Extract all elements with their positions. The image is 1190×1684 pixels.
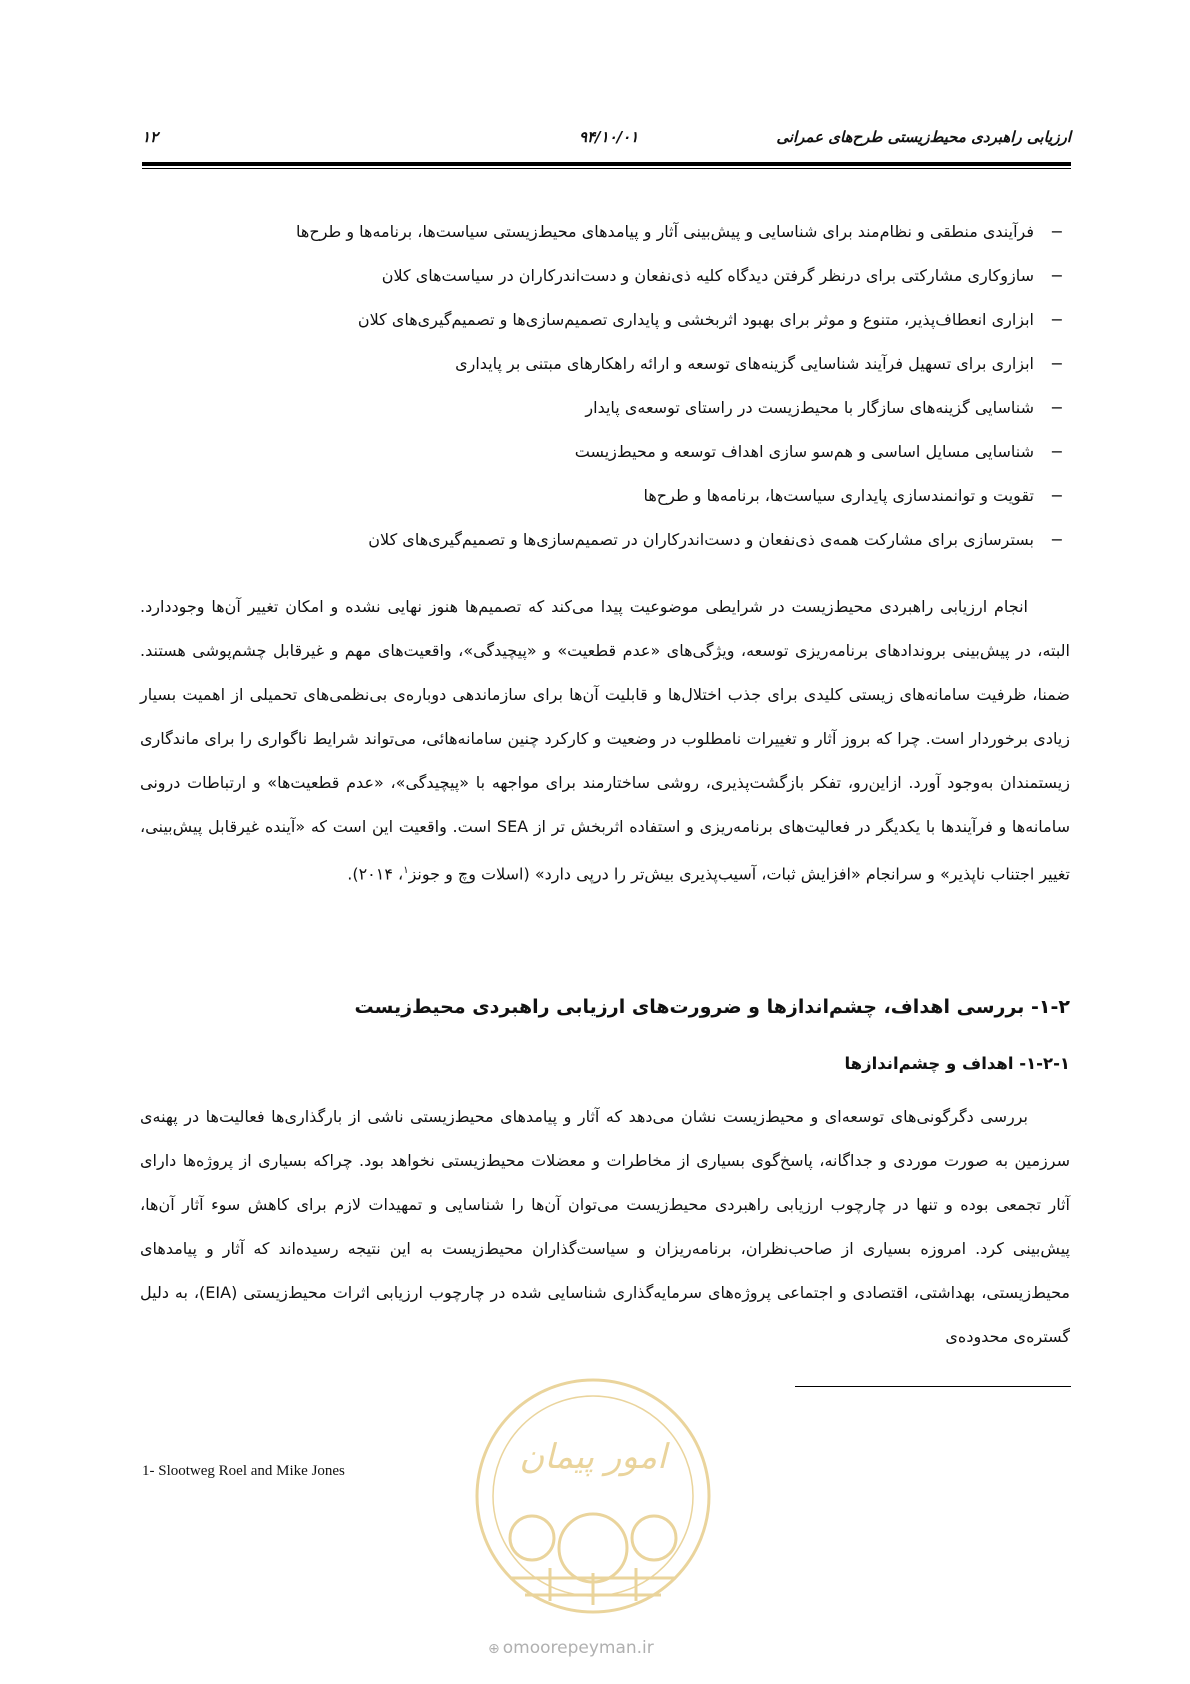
dash-icon: − xyxy=(1050,398,1064,417)
dash-icon: − xyxy=(1050,354,1064,373)
list-item: −شناسایی گزینه‌های سازگار با محیط‌زیست در راستای توسعه‌ی پایدار xyxy=(140,386,1070,430)
list-item: −سازوکاری مشارکتی برای درنظر گرفتن دیدگاه کلیه ذی‌نفعان و دست‌اندرکاران در سیاست‌های کلان xyxy=(140,254,1070,298)
running-header xyxy=(142,128,1071,156)
dash-icon: − xyxy=(1050,266,1064,285)
dash-icon: − xyxy=(1050,310,1064,329)
watermark-site: ⊕ omoorepeyman.ir xyxy=(488,1638,654,1658)
bullet-list xyxy=(140,210,1070,562)
dash-icon: − xyxy=(1050,530,1064,549)
page-number: ۱۲ xyxy=(142,128,159,146)
subsection-heading: ۱-۲-۱- اهداف و چشم‌اندازها xyxy=(844,1054,1070,1073)
svg-text:امور پیمان: امور پیمان xyxy=(519,1437,667,1477)
header-date: ۹۴/۱۰/۰۱ xyxy=(579,128,639,146)
body-paragraph-1: انجام ارزیابی راهبردی محیط‌زیست در شرایطی موضوعیت پیدا می‌کند که تصمیم‌ها هنوز نهایی نشده و امکان تغییر آن‌ها وجوددارد. البته، در پیش‌بینی بروندادهای برنامه‌ریزی توسعه، ویژگی‌های «عدم قطعیت» و «پیچیدگی»، واقعیت‌های مهم و غیرقابل چشم‌پوشی هستند. ضمنا، ظرفیت سامانه‌های زیستی کلیدی برای جذب اختلال‌ها و قابلیت آن‌ها برای سازماندهی دوباره‌ی بی‌نظمی‌های تحمیلی از اهمیت بسیار زیادی برخوردار است. چرا که بروز آثار و تغییرات نامطلوب در وضعیت و کارکرد چنین سامانه‌هائی، می‌تواند شرایط ناگواری را برای ماندگاری زیستمندان به‌وجود آورد. ازاین‌رو، تفکر بازگشت‌پذیری، روشی ساختارمند برای مواجهه با «پیچیدگی»، «عدم قطعیت‌ها» و ارتباطات درونی سامانه‌ها و فرآیندها با یکدیگر در فعالیت‌های برنامه‌ریزی و استفاده اثربخش تر از SEA است. واقعیت این است که «آینده غیرقابل پیش‌بینی، تغییر اجتناب ناپذیر» و سرانجام «افزایش ثبات، آسیب‌پذیری بیش‌تر را درپی دارد» (اسلات وچ و جونز$^۱$، ۲۰۱۴). xyxy=(140,597,1070,884)
header-rule-thin xyxy=(142,168,1071,169)
header-rule-thick xyxy=(142,162,1071,166)
watermark-seal-icon xyxy=(470,1373,716,1619)
list-item: −شناسایی مسایل اساسی و هم‌سو سازی اهداف توسعه و محیط‌زیست xyxy=(140,430,1070,474)
dash-icon: − xyxy=(1050,486,1064,505)
list-item: −ابزاری انعطاف‌پذیر، متنوع و موثر برای بهبود اثربخشی و پایداری تصمیم‌سازی‌ها و تصمیم‌گیری‌های کلان xyxy=(140,298,1070,342)
footnote-ref[interactable]: ۱ xyxy=(403,865,409,876)
header-title: ارزیابی راهبردی محیط‌زیستی طرح‌های عمرانی xyxy=(776,128,1071,146)
globe-icon: ⊕ xyxy=(488,1641,500,1657)
list-item: −ابزاری برای تسهیل فرآیند شناسایی گزینه‌های توسعه و ارائه راهکارهای مبتنی بر پایداری xyxy=(140,342,1070,386)
list-item: −بسترسازی برای مشارکت همه‌ی ذی‌نفعان و دست‌اندرکاران در تصمیم‌سازی‌ها و تصمیم‌گیری‌های کلان xyxy=(140,518,1070,562)
list-item: −فرآیندی منطقی و نظام‌مند برای شناسایی و پیش‌بینی آثار و پیامدهای محیط‌زیستی سیاست‌ها، برنامه‌ها و طرح‌ها xyxy=(140,210,1070,254)
footnote: 1- Slootweg Roel and Mike Jones xyxy=(142,1463,345,1479)
section-heading: ۱-۲- بررسی اهداف، چشم‌اندازها و ضرورت‌های ارزیابی راهبردی محیط‌زیست xyxy=(354,996,1070,1018)
dash-icon: − xyxy=(1050,222,1064,241)
dash-icon: − xyxy=(1050,442,1064,461)
body-paragraph-2: بررسی دگرگونی‌های توسعه‌ای و محیط‌زیست نشان می‌دهد که آثار و پیامدهای محیط‌زیستی ناشی از بارگذاری‌ها فعالیت‌ها در پهنه‌ی سرزمین به صورت موردی و جداگانه، پاسخ‌گوی بسیاری از مخاطرات و معضلات محیط‌زیستی نخواهد بود. چراکه بسیاری از پروژه‌ها دارای آثار تجمعی بوده و تنها در چارچوب ارزیابی راهبردی محیط‌زیست می‌توان آن‌ها را شناسایی و تمهیدات لازم برای کاهش سوء آثار آن‌ها، پیش‌بینی کرد. امروزه بسیاری از صاحب‌نظران، برنامه‌ریزان و سیاست‌گذاران محیط‌زیست به این نتیجه رسیده‌اند که آثار و پیامدهای محیط‌زیستی، بهداشتی، اقتصادی و اجتماعی پروژه‌های سرمایه‌گذاری شناسایی شده در چارچوب ارزیابی اثرات محیط‌زیستی (EIA)، به دلیل گستره‌ی محدوده‌ی xyxy=(140,1107,1070,1346)
list-item: −تقویت و توانمندسازی پایداری سیاست‌ها، برنامه‌ها و طرح‌ها xyxy=(140,474,1070,518)
footnote-separator xyxy=(795,1386,1071,1387)
